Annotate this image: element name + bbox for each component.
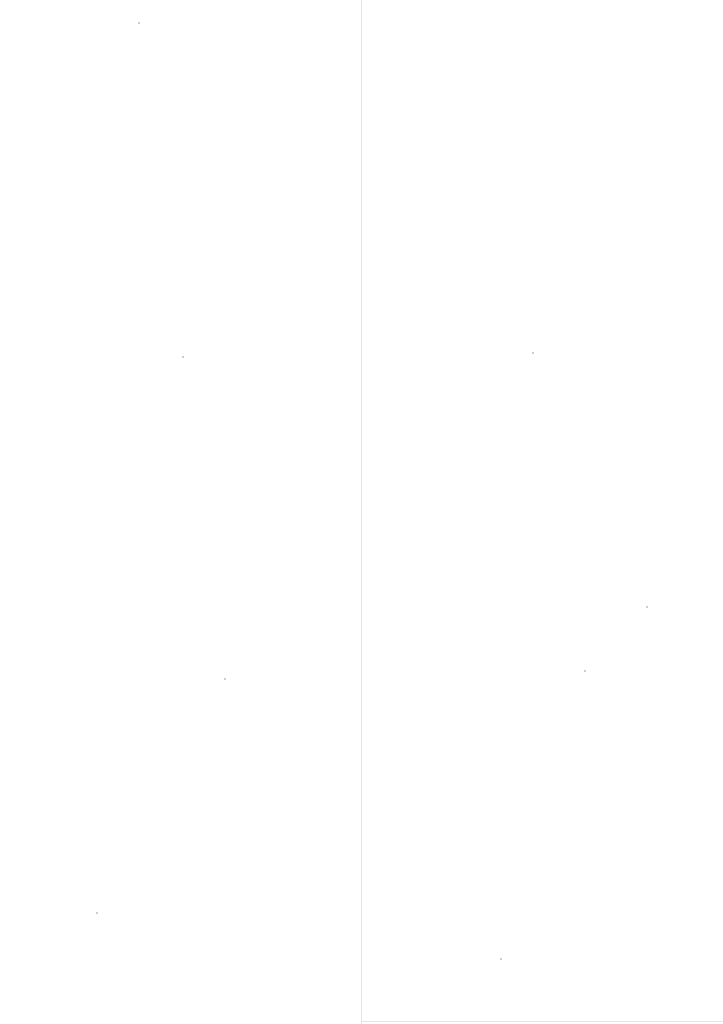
left-page bbox=[0, 0, 361, 1024]
scan-speck bbox=[138, 22, 140, 24]
scan-speck bbox=[96, 912, 98, 914]
scan-speck bbox=[500, 958, 502, 960]
scan-speck bbox=[182, 356, 184, 358]
scan-speck bbox=[646, 606, 648, 608]
bottom-rule bbox=[362, 1021, 723, 1022]
scan-speck bbox=[584, 670, 586, 672]
scan-speck bbox=[224, 678, 226, 680]
right-page bbox=[362, 0, 723, 1024]
scan-speck bbox=[532, 352, 534, 354]
